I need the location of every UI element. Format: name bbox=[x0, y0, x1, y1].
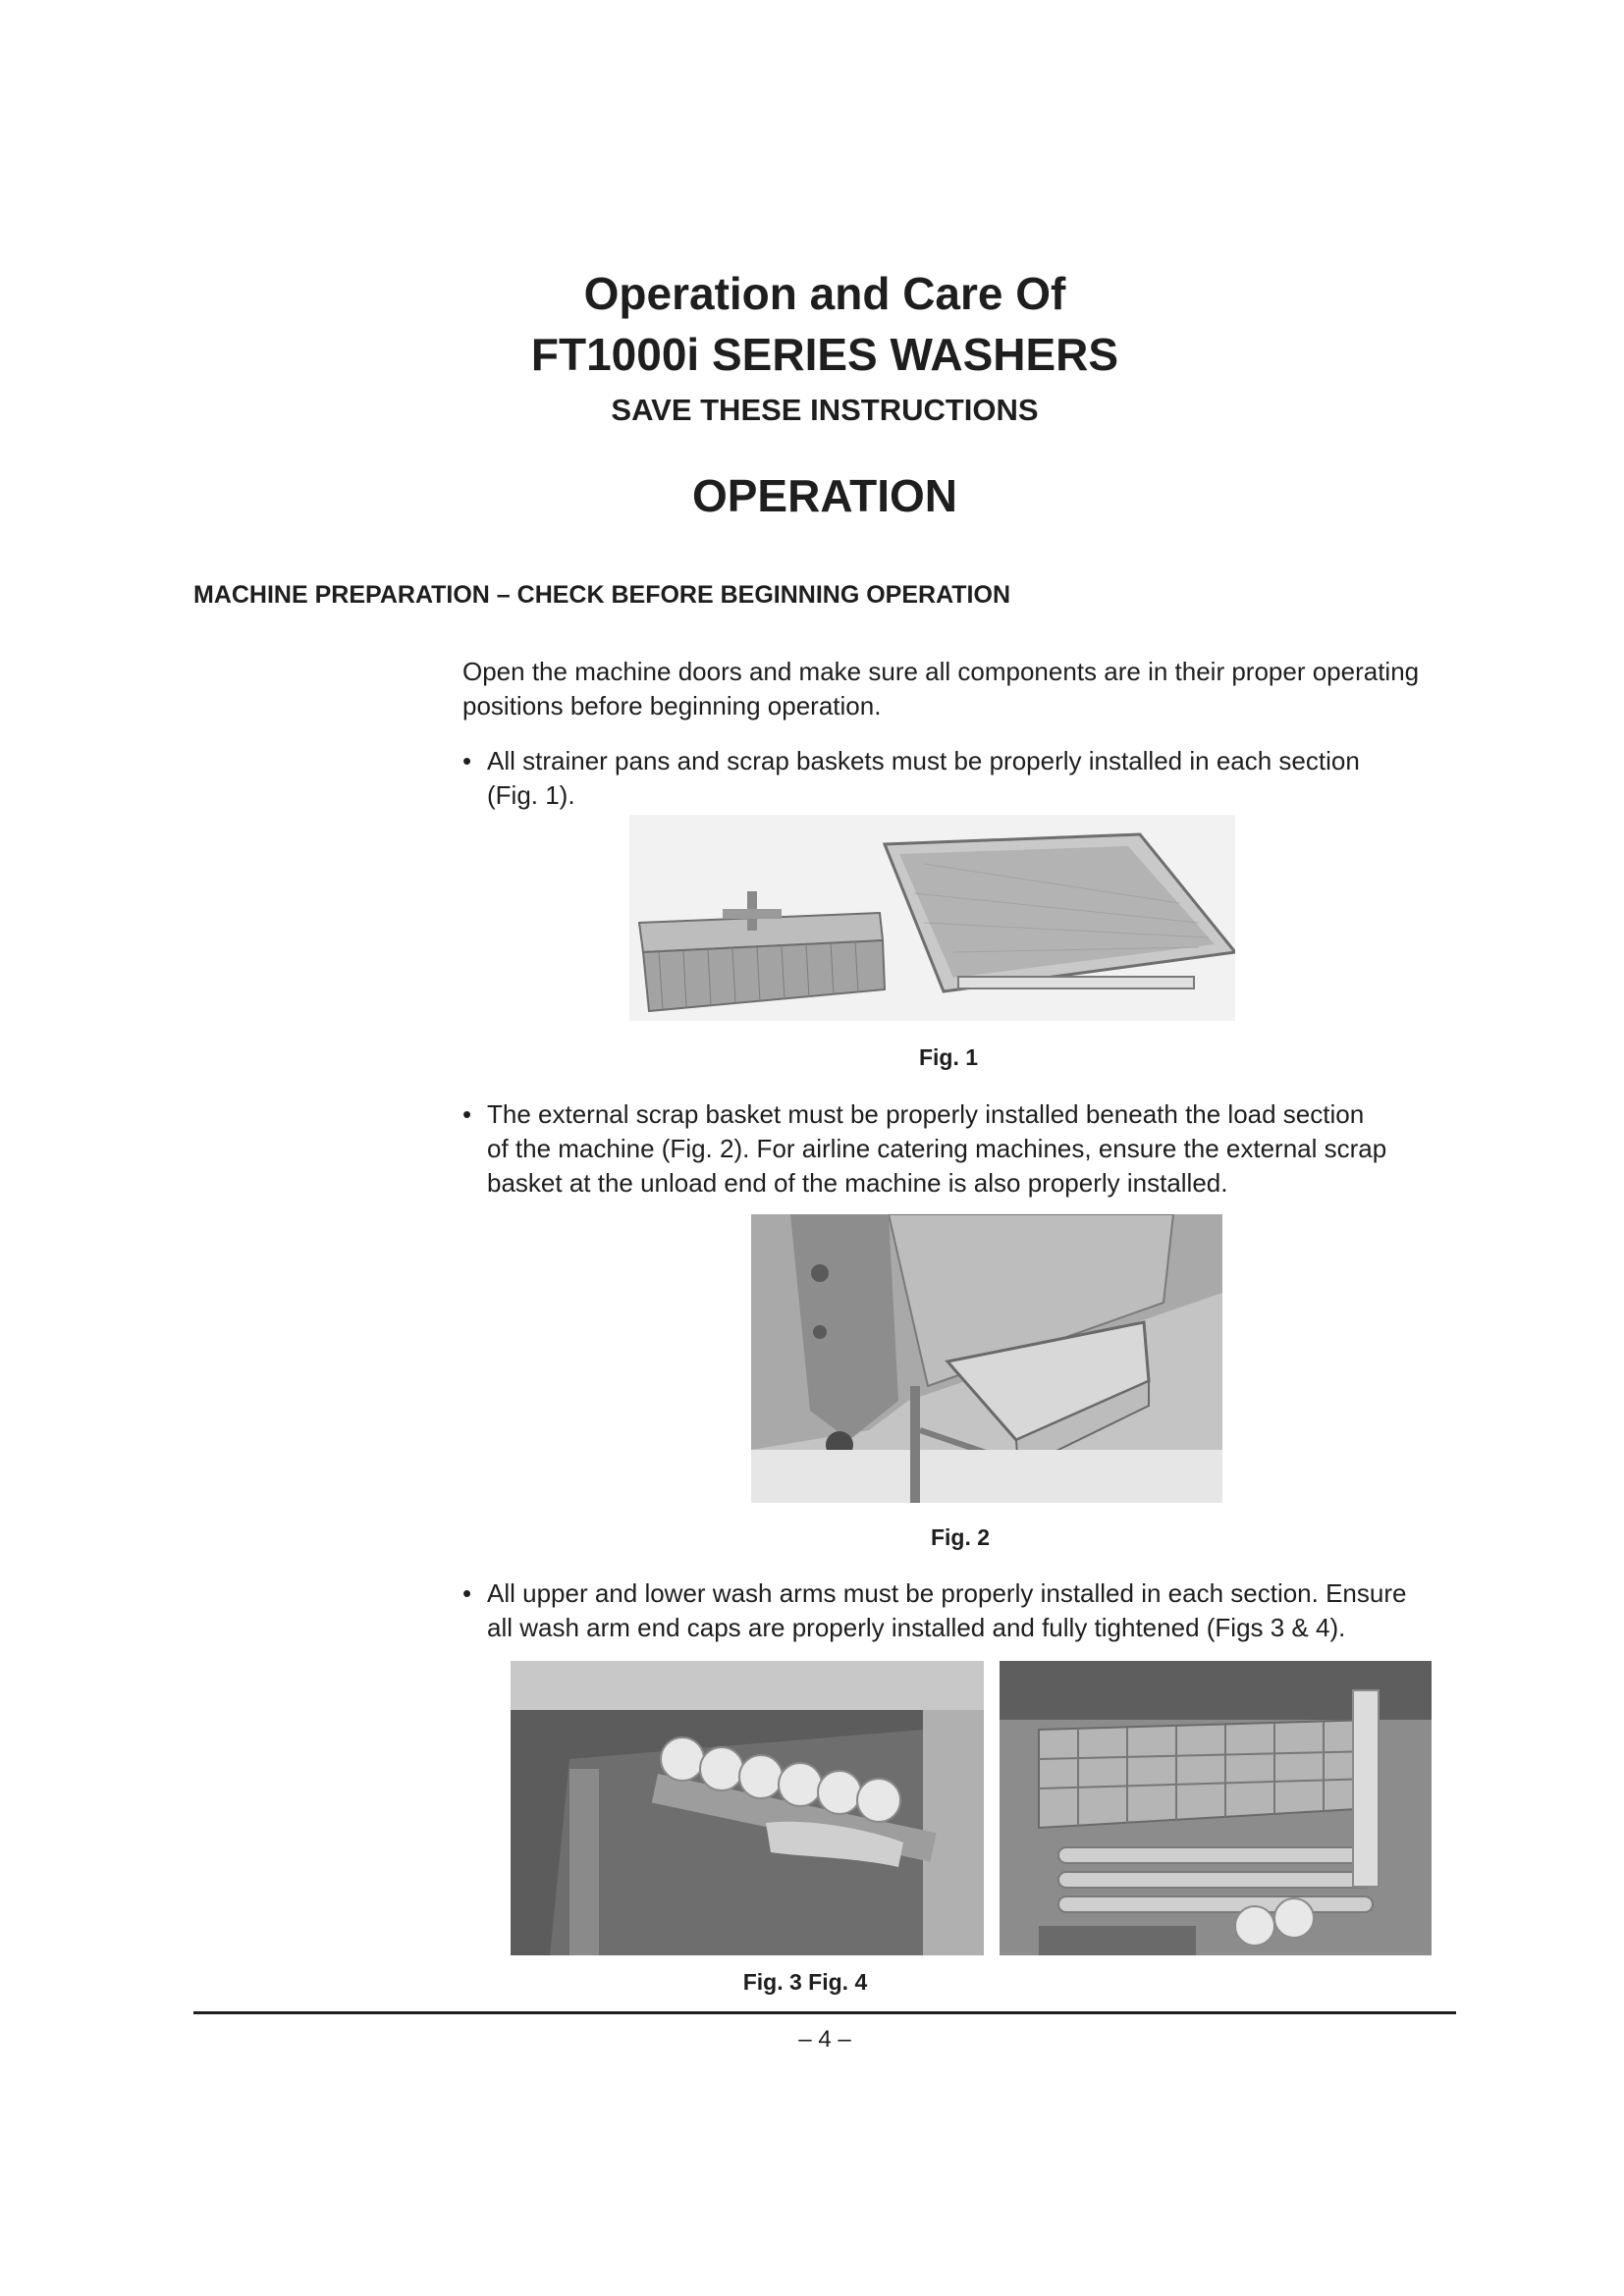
bullet-2-line-3: basket at the unload end of the machine is also properly installed. bbox=[487, 1168, 1228, 1198]
intro-line-2: positions before beginning operation. bbox=[462, 691, 882, 721]
bullet-item-external-scrap-basket bbox=[462, 1097, 1464, 1201]
section-heading: MACHINE PREPARATION – CHECK BEFORE BEGINNING OPERATION bbox=[193, 581, 1010, 609]
bullet-icon: • bbox=[462, 1099, 472, 1129]
bullet-3-line-1: All upper and lower wash arms must be properly installed in each section. Ensure bbox=[487, 1578, 1407, 1608]
bullet-1-line-2: (Fig. 1). bbox=[487, 780, 575, 810]
document-title-line2: FT1000i SERIES WASHERS bbox=[530, 329, 1119, 380]
intro-line-1: Open the machine doors and make sure all components are in their proper operating bbox=[462, 657, 1420, 686]
bullet-2-line-2: of the machine (Fig. 2). For airline catering machines, ensure the external scrap bbox=[487, 1134, 1387, 1163]
figure-3-4-caption: Fig. 3 Fig. 4 bbox=[742, 1969, 868, 1995]
figure-3-image bbox=[511, 1661, 984, 1955]
figure-4-image bbox=[1000, 1661, 1432, 1955]
intro-paragraph bbox=[462, 655, 1464, 723]
bullet-item-strainer-pans bbox=[462, 744, 1464, 813]
bullet-icon: • bbox=[462, 746, 472, 775]
figure-2-image bbox=[751, 1214, 1222, 1503]
bullet-2-line-1: The external scrap basket must be properly installed beneath the load section bbox=[487, 1099, 1365, 1129]
document-subtitle: SAVE THESE INSTRUCTIONS bbox=[611, 393, 1039, 427]
page-number: – 4 – bbox=[798, 2026, 851, 2053]
figure-1-image bbox=[629, 815, 1235, 1021]
bullet-icon: • bbox=[462, 1578, 472, 1608]
bullet-1-line-1: All strainer pans and scrap baskets must be properly installed in each section bbox=[487, 746, 1360, 775]
wash-arm-end-caps-photo-icon bbox=[511, 1661, 984, 1955]
document-title-line1: Operation and Care Of bbox=[583, 268, 1066, 319]
strainer-pan-and-scrap-basket-photo-icon bbox=[629, 815, 1235, 1021]
bullet-item-wash-arms bbox=[462, 1576, 1464, 1645]
figure-2-caption: Fig. 2 bbox=[930, 1524, 991, 1550]
footer-rule bbox=[193, 2011, 1456, 2014]
lower-wash-arm-photo-icon bbox=[1000, 1661, 1432, 1955]
bullet-3-line-2: all wash arm end caps are properly installed and fully tightened (Figs 3 & 4). bbox=[487, 1613, 1346, 1642]
external-scrap-basket-photo-icon bbox=[751, 1214, 1222, 1503]
operation-heading: OPERATION bbox=[691, 470, 958, 521]
figure-1-caption: Fig. 1 bbox=[918, 1044, 979, 1070]
